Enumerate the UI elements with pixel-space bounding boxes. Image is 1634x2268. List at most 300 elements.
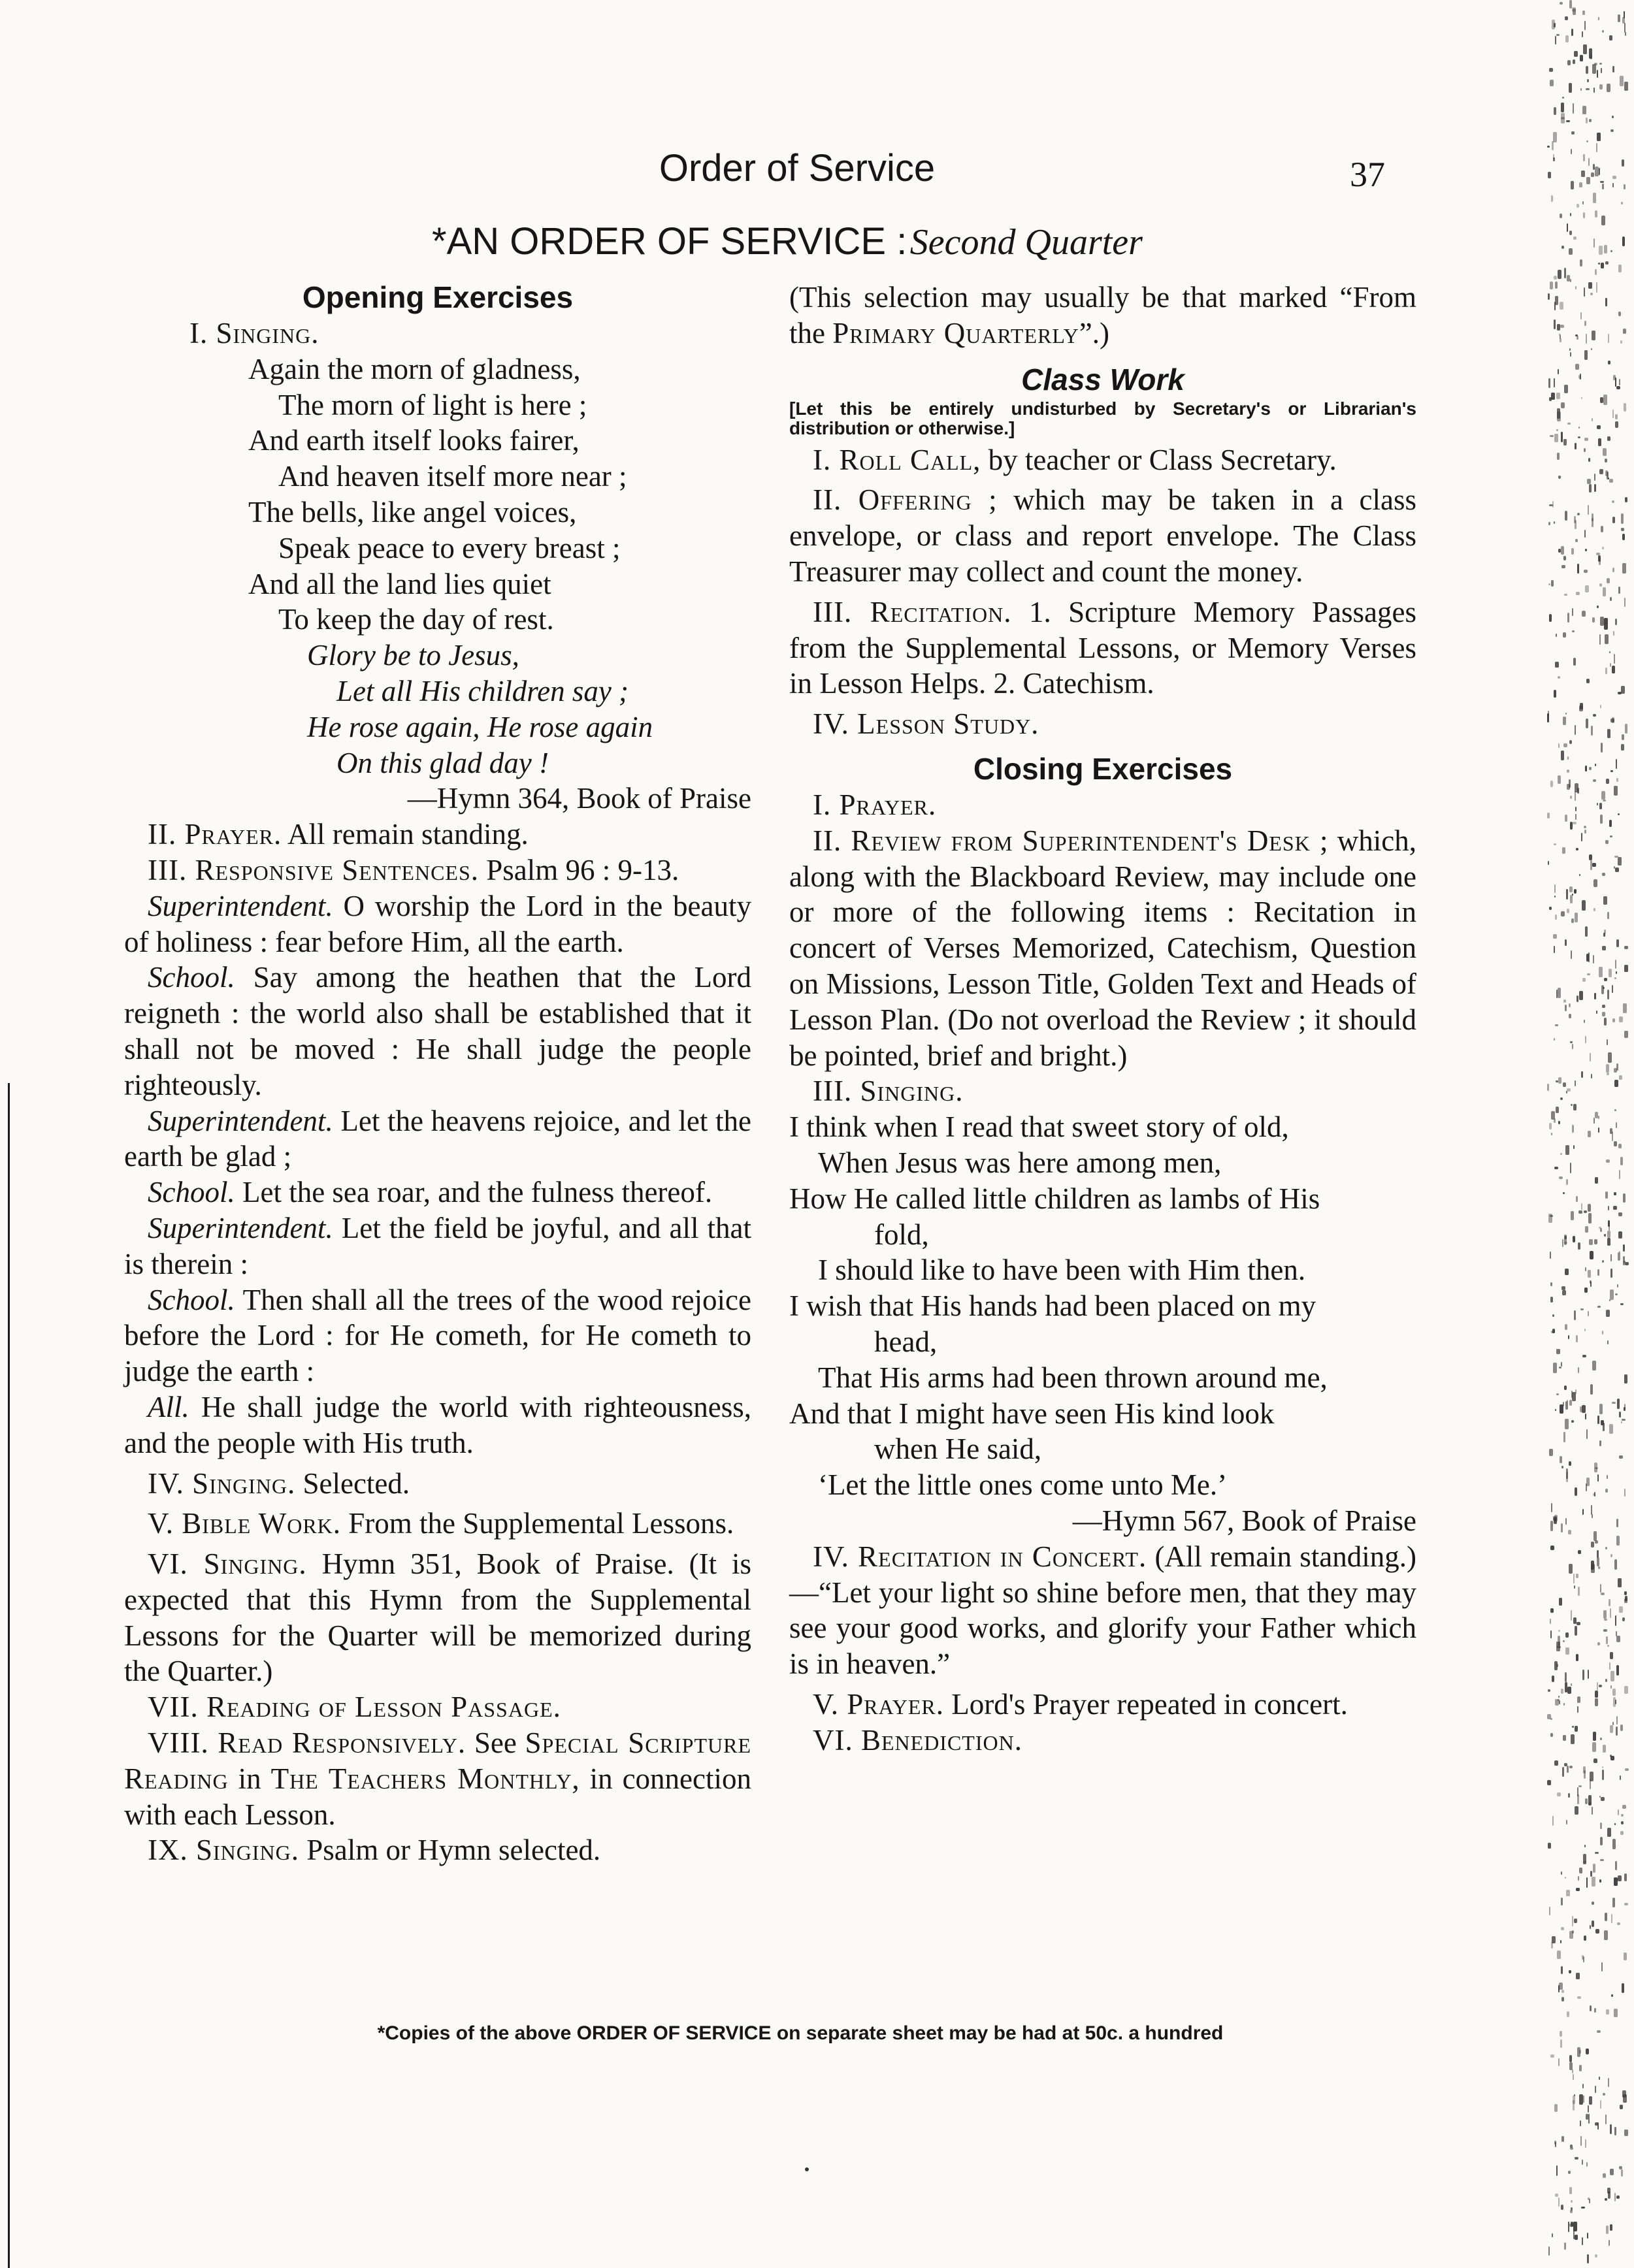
scan-speck (1584, 1020, 1585, 1023)
scan-speck (1609, 820, 1612, 827)
scan-speck (1570, 1041, 1573, 1043)
scan-speck (1570, 895, 1573, 903)
scan-speck (1591, 348, 1592, 350)
scan-speck (1548, 861, 1549, 865)
scan-speck (1586, 1877, 1588, 1888)
response-speaker: School. (148, 961, 235, 994)
scan-speck (1607, 1073, 1609, 1075)
scan-speck (1564, 1763, 1567, 1766)
scan-speck (1601, 1797, 1605, 1801)
scan-speck (1622, 1983, 1624, 1993)
scan-speck (1548, 2246, 1550, 2256)
scan-speck (1553, 1363, 1557, 1373)
scan-speck (1561, 1997, 1564, 2001)
scan-speck (1554, 521, 1555, 524)
scan-speck (1591, 1542, 1594, 1547)
scan-speck (1603, 1629, 1607, 1632)
scan-speck (1612, 183, 1614, 187)
hymn-line: ‘Let the little ones come unto Me.’ (818, 1468, 1228, 1502)
scan-speck (1577, 1794, 1579, 1804)
scan-speck (1570, 213, 1571, 216)
scan-speck (1614, 2009, 1618, 2017)
scan-speck (1624, 1374, 1627, 1384)
scan-speck (1610, 1652, 1613, 1659)
scan-speck (1624, 184, 1626, 189)
scan-speck (1607, 436, 1610, 441)
scan-speck (1603, 1610, 1607, 1619)
scan-speck (1556, 429, 1558, 431)
scan-speck (1624, 1873, 1627, 1881)
scan-speck (1606, 779, 1609, 784)
scan-speck (1556, 1107, 1559, 1113)
item-label: VIII. Read Responsively. (148, 1726, 466, 1760)
item-text: See (474, 1726, 517, 1760)
scan-speck (1550, 1608, 1554, 1613)
scan-speck (1560, 325, 1564, 328)
scan-speck (1608, 334, 1609, 343)
response-speaker: Superintendent. (148, 1104, 333, 1137)
scan-speck (1565, 1518, 1567, 1525)
hymn-567-verse (789, 1109, 1416, 1539)
scan-speck (1607, 1828, 1611, 1837)
item-prayer (124, 817, 751, 852)
scan-speck (1610, 597, 1612, 601)
scan-speck (1550, 2054, 1554, 2058)
scan-speck (1610, 1685, 1612, 1689)
scan-speck (1565, 1632, 1569, 1638)
scan-speck (1613, 1206, 1617, 1210)
scan-speck (1602, 946, 1606, 950)
scan-speck (1602, 30, 1604, 33)
scan-speck (1575, 334, 1578, 336)
scan-speck (1572, 1392, 1576, 1401)
scan-speck (1622, 236, 1625, 246)
scan-speck (1610, 2124, 1612, 2134)
scan-speck (1586, 954, 1589, 962)
scan-speck (1587, 479, 1591, 484)
scan-speck (1586, 1429, 1588, 1439)
scan-speck (1590, 1053, 1591, 1061)
scan-speck (1609, 1299, 1610, 1301)
scan-speck (1610, 2224, 1612, 2231)
scan-speck (1615, 960, 1616, 969)
scan-speck (1571, 131, 1575, 135)
scan-speck (1555, 1699, 1559, 1706)
scan-speck (1554, 946, 1555, 953)
scan-speck (1565, 16, 1568, 20)
scan-speck (1576, 1196, 1578, 1202)
scan-speck (1605, 668, 1607, 674)
scan-speck (1580, 259, 1582, 267)
scan-speck (1564, 1235, 1567, 1245)
scan-speck (1603, 800, 1606, 802)
scan-speck (1570, 279, 1571, 282)
scan-speck (1576, 1888, 1580, 1891)
scan-speck (1584, 1845, 1586, 1847)
response-speaker: School. (148, 1176, 235, 1209)
scan-speck (1609, 1599, 1610, 1606)
scan-speck (1564, 594, 1567, 596)
scan-speck (1579, 2065, 1582, 2071)
hymn-line: I think when I read that sweet story of old, (789, 1110, 1289, 1144)
scan-speck (1623, 1193, 1626, 1203)
scan-speck (1559, 334, 1561, 336)
scan-speck (1554, 319, 1556, 329)
scan-speck (1569, 348, 1571, 351)
scan-speck (1585, 926, 1588, 937)
scan-speck (1555, 1024, 1558, 1026)
scan-speck (1558, 988, 1561, 998)
item-singing-6 (124, 1546, 751, 1689)
scan-speck (1584, 530, 1586, 538)
scan-speck (1569, 2055, 1572, 2062)
scan-speck (1551, 1331, 1555, 1333)
scan-speck (1573, 236, 1577, 240)
scan-speck (1599, 246, 1603, 255)
scan-speck (1571, 2207, 1573, 2211)
scan-speck (1561, 1362, 1562, 1367)
scan-speck (1600, 1584, 1601, 1593)
scan-speck (1597, 606, 1599, 608)
scan-speck (1582, 1955, 1584, 1960)
scan-speck (1592, 863, 1596, 867)
scan-speck (1554, 2104, 1558, 2112)
scan-speck (1574, 1919, 1577, 1923)
item-closing-prayer (789, 787, 1416, 823)
scan-speck (1621, 2169, 1623, 2177)
scan-speck (1619, 1075, 1622, 1080)
scan-speck (1621, 744, 1624, 751)
scan-speck (1614, 1559, 1617, 1570)
scan-speck (1594, 1492, 1595, 1497)
scan-speck (1577, 564, 1579, 574)
scan-speck (1569, 2187, 1572, 2194)
scan-speck (1563, 632, 1566, 638)
scan-speck (1595, 1698, 1598, 1706)
scan-speck (1572, 630, 1575, 632)
scan-speck (1593, 88, 1595, 93)
scan-speck (1618, 1144, 1622, 1148)
scan-speck (1574, 889, 1577, 894)
scan-speck (1556, 393, 1560, 399)
scan-speck (1616, 939, 1619, 947)
scan-speck (1580, 1308, 1584, 1310)
scan-speck (1612, 176, 1616, 179)
item-recitation (789, 594, 1416, 702)
scan-speck (1595, 1177, 1598, 1184)
scan-speck (1577, 996, 1578, 1002)
scan-speck (1615, 867, 1619, 872)
response-text: He shall judge the world with righteousness, and the people with His truth. (124, 1390, 752, 1459)
hymn-line: When Jesus was here among men, (818, 1146, 1222, 1179)
scan-speck (1571, 1683, 1572, 1686)
scan-speck (1591, 1074, 1592, 1078)
scan-speck (1615, 1615, 1616, 1626)
scan-speck (1554, 843, 1556, 845)
scan-speck (1576, 592, 1580, 595)
scan-speck (1572, 1916, 1573, 1926)
scan-speck (1585, 585, 1589, 592)
scan-speck (1579, 874, 1580, 876)
scan-speck (1584, 21, 1586, 30)
response (124, 1103, 751, 1175)
scan-speck (1623, 329, 1626, 334)
item-label: III. Recitation. (813, 595, 1012, 628)
scan-speck (1560, 302, 1563, 310)
scan-speck (1599, 1440, 1601, 1446)
scan-speck (1587, 973, 1590, 975)
scan-speck (1582, 106, 1586, 114)
scan-speck (1581, 2207, 1585, 2209)
scan-speck (1605, 634, 1609, 644)
scan-speck (1604, 1619, 1607, 1621)
item-singing-9 (124, 1832, 751, 1868)
hymn-line: The bells, like angel voices, (248, 495, 577, 528)
scan-speck (1584, 826, 1586, 828)
scan-speck (1555, 1409, 1556, 1411)
scan-speck (1583, 2096, 1584, 2103)
scan-speck (1593, 1758, 1597, 1763)
scan-speck (1558, 1696, 1560, 1698)
scan-speck (1582, 201, 1584, 204)
scan-speck (1560, 214, 1562, 218)
scan-speck (1583, 212, 1585, 218)
scan-speck (1623, 1003, 1627, 1013)
response-text: Then shall all the trees of the wood rejoice before the Lord : for He cometh, for He cometh to judge the earth : (124, 1283, 751, 1388)
scan-speck (1571, 181, 1574, 189)
scan-speck (1619, 1170, 1620, 1179)
scan-speck (1558, 1077, 1561, 1084)
scan-speck (1576, 848, 1578, 850)
scan-speck (1558, 676, 1560, 679)
scan-speck (1614, 1068, 1617, 1073)
scan-speck (1612, 568, 1614, 572)
scan-speck (1558, 369, 1559, 374)
item-text: Selected. (302, 1466, 410, 1500)
scan-speck (1616, 1665, 1619, 1676)
scan-speck (1578, 1587, 1580, 1596)
scan-speck (1563, 1432, 1565, 1442)
scan-speck (1618, 1875, 1622, 1881)
scan-speck (1552, 1314, 1554, 1317)
scan-speck (1617, 1284, 1618, 1288)
scan-speck (1570, 796, 1572, 799)
scan-speck (1580, 374, 1581, 380)
scan-speck (1571, 1420, 1574, 1423)
scan-speck (1596, 143, 1597, 152)
scan-speck (1588, 2105, 1589, 2113)
opening-exercises-heading: Opening Exercises (302, 280, 574, 314)
scan-speck (1550, 80, 1554, 86)
scan-speck (1573, 1574, 1575, 1583)
scan-speck (1570, 1163, 1571, 1173)
scan-speck (1594, 484, 1596, 492)
scan-speck (1618, 265, 1622, 272)
scan-speck (1597, 1682, 1598, 1691)
scan-speck (1548, 1689, 1550, 1692)
scan-speck (1565, 713, 1567, 715)
scan-speck (1572, 1044, 1573, 1049)
scan-speck (1551, 1942, 1553, 1949)
response-speaker: Superintendent. (148, 1211, 333, 1244)
scan-speck (1553, 934, 1557, 939)
scan-speck (1567, 223, 1568, 232)
hymn-line: And that I might have seen His kind look (789, 1397, 1275, 1430)
item-text: From the Supplemental Lessons. (348, 1507, 734, 1540)
scan-speck (1555, 282, 1558, 289)
scan-speck (1564, 385, 1568, 393)
selection-note (789, 280, 1416, 351)
scan-speck (1597, 70, 1598, 78)
item-label: III. Singing. (813, 1075, 964, 1108)
scan-speck (1550, 1215, 1553, 1217)
scan-speck (1618, 1578, 1622, 1587)
scan-speck (1590, 860, 1592, 870)
scan-speck (1621, 528, 1624, 531)
item-text: by teacher or Class Secretary. (988, 443, 1337, 476)
item-responsive-sentences (124, 852, 751, 888)
scan-speck (1576, 1973, 1580, 1979)
item-text: (All remain standing.)—“Let your light so shine before men, that they may see your good works, and glorify your Father which is in heaven.” (789, 1540, 1417, 1681)
hymn-line: The morn of light is here ; (278, 388, 587, 421)
title-main: *AN ORDER OF SERVICE : (432, 220, 907, 263)
scan-speck (1575, 1080, 1576, 1086)
item-reading-lesson (124, 1689, 751, 1725)
scan-speck (1553, 157, 1555, 161)
scan-speck (1599, 1685, 1602, 1687)
scan-speck (1575, 1487, 1577, 1496)
scan-speck (1592, 1361, 1596, 1370)
scan-speck (1559, 1983, 1563, 1990)
scan-speck (1561, 1871, 1562, 1875)
scan-speck (1580, 88, 1582, 91)
scan-speck (1610, 719, 1614, 722)
scan-speck (1583, 154, 1585, 161)
scan-speck (1563, 999, 1566, 1003)
scan-speck (1550, 1252, 1551, 1259)
scan-speck (1579, 2094, 1583, 2105)
hymn-source: —Hymn 567, Book of Praise (1072, 1504, 1416, 1537)
scan-speck (1612, 1402, 1616, 1404)
scan-speck (1600, 1837, 1603, 1845)
scan-speck (1566, 1890, 1570, 1896)
scan-speck (1592, 1807, 1593, 1815)
response-text: Let the heavens rejoice, and let the earth be glad ; (124, 1104, 752, 1173)
scan-speck (1601, 526, 1603, 532)
response (124, 1174, 751, 1210)
scan-speck (1567, 1766, 1569, 1773)
scan-speck (1573, 59, 1575, 64)
scan-speck (1565, 1269, 1569, 1275)
scan-speck (1565, 511, 1567, 521)
scan-speck (1559, 1700, 1560, 1704)
scan-speck (1622, 1805, 1626, 1809)
scan-speck (1585, 549, 1587, 551)
scan-speck (1607, 912, 1609, 919)
scan-speck (1566, 120, 1570, 122)
scan-speck (1624, 23, 1626, 33)
scan-speck (1554, 1760, 1558, 1766)
scan-speck (1559, 1367, 1561, 1369)
scan-speck (1609, 35, 1612, 40)
scan-speck (1620, 340, 1622, 344)
scan-speck (1589, 1239, 1593, 1245)
scan-speck (1555, 296, 1558, 305)
scan-speck (1575, 1726, 1578, 1732)
scan-speck (1619, 1251, 1620, 1253)
scan-speck (1593, 779, 1596, 782)
scan-speck (1590, 293, 1593, 295)
scan-speck (1573, 2229, 1575, 2239)
scan-speck (1620, 1303, 1624, 1305)
scan-speck (1572, 608, 1573, 616)
closing-exercises-heading: Closing Exercises (973, 751, 1233, 786)
scan-speck (1588, 1670, 1589, 1679)
scan-speck (1578, 427, 1580, 429)
scan-speck (1575, 913, 1578, 922)
scan-speck (1602, 1012, 1605, 1016)
scan-speck (1621, 1814, 1624, 1817)
scan-speck (1604, 245, 1607, 253)
scan-speck (1589, 767, 1592, 770)
scan-speck (1549, 504, 1553, 506)
scan-speck (1555, 915, 1557, 920)
scan-speck (1582, 978, 1586, 982)
item-label: V. Prayer. (813, 1687, 944, 1721)
scan-speck (1555, 662, 1559, 668)
scan-speck (1548, 583, 1550, 585)
scan-speck (1580, 2120, 1581, 2126)
scan-speck (1569, 83, 1572, 93)
scan-speck (1570, 352, 1571, 357)
scan-speck (1554, 434, 1558, 442)
scan-speck (1582, 1509, 1584, 1515)
scan-speck (1565, 1672, 1567, 1682)
scan-speck (1594, 1239, 1597, 1244)
page-title (314, 219, 1261, 263)
scan-speck (1584, 438, 1588, 441)
scan-speck (1586, 2114, 1588, 2120)
scan-speck (1615, 1700, 1616, 1704)
scan-speck (1603, 395, 1607, 405)
scan-speck (1561, 1523, 1563, 1532)
scan-speck (1565, 1877, 1566, 1879)
scan-speck (1607, 578, 1610, 583)
scan-speck (1554, 276, 1557, 280)
scan-speck (1595, 764, 1596, 766)
scan-speck (1601, 791, 1605, 800)
scan-speck (1611, 1914, 1612, 1923)
response-text: Let the sea roar, and the fulness thereof. (242, 1176, 713, 1209)
scan-speck (1548, 293, 1550, 300)
item-benediction (789, 1723, 1416, 1758)
scan-speck (1554, 690, 1556, 698)
scan-speck (1586, 66, 1588, 74)
item-singing-4 (124, 1466, 751, 1502)
scan-speck (1610, 250, 1612, 252)
item-text: 1. Scripture Memory Passages from the Supplemental Lessons, or Memory Verses in Lesson Helps. 2. Catechism. (789, 595, 1416, 700)
scan-speck (1588, 458, 1590, 462)
scan-speck (1600, 2100, 1601, 2109)
item-label: II. Prayer. (148, 818, 282, 851)
scan-speck (1561, 2205, 1563, 2210)
scan-speck (1580, 55, 1583, 61)
scan-speck (1599, 1227, 1601, 1229)
scan-speck (1591, 726, 1593, 736)
scan-speck (1592, 1742, 1596, 1752)
scan-speck (1577, 788, 1579, 794)
scan-speck (1618, 312, 1621, 316)
